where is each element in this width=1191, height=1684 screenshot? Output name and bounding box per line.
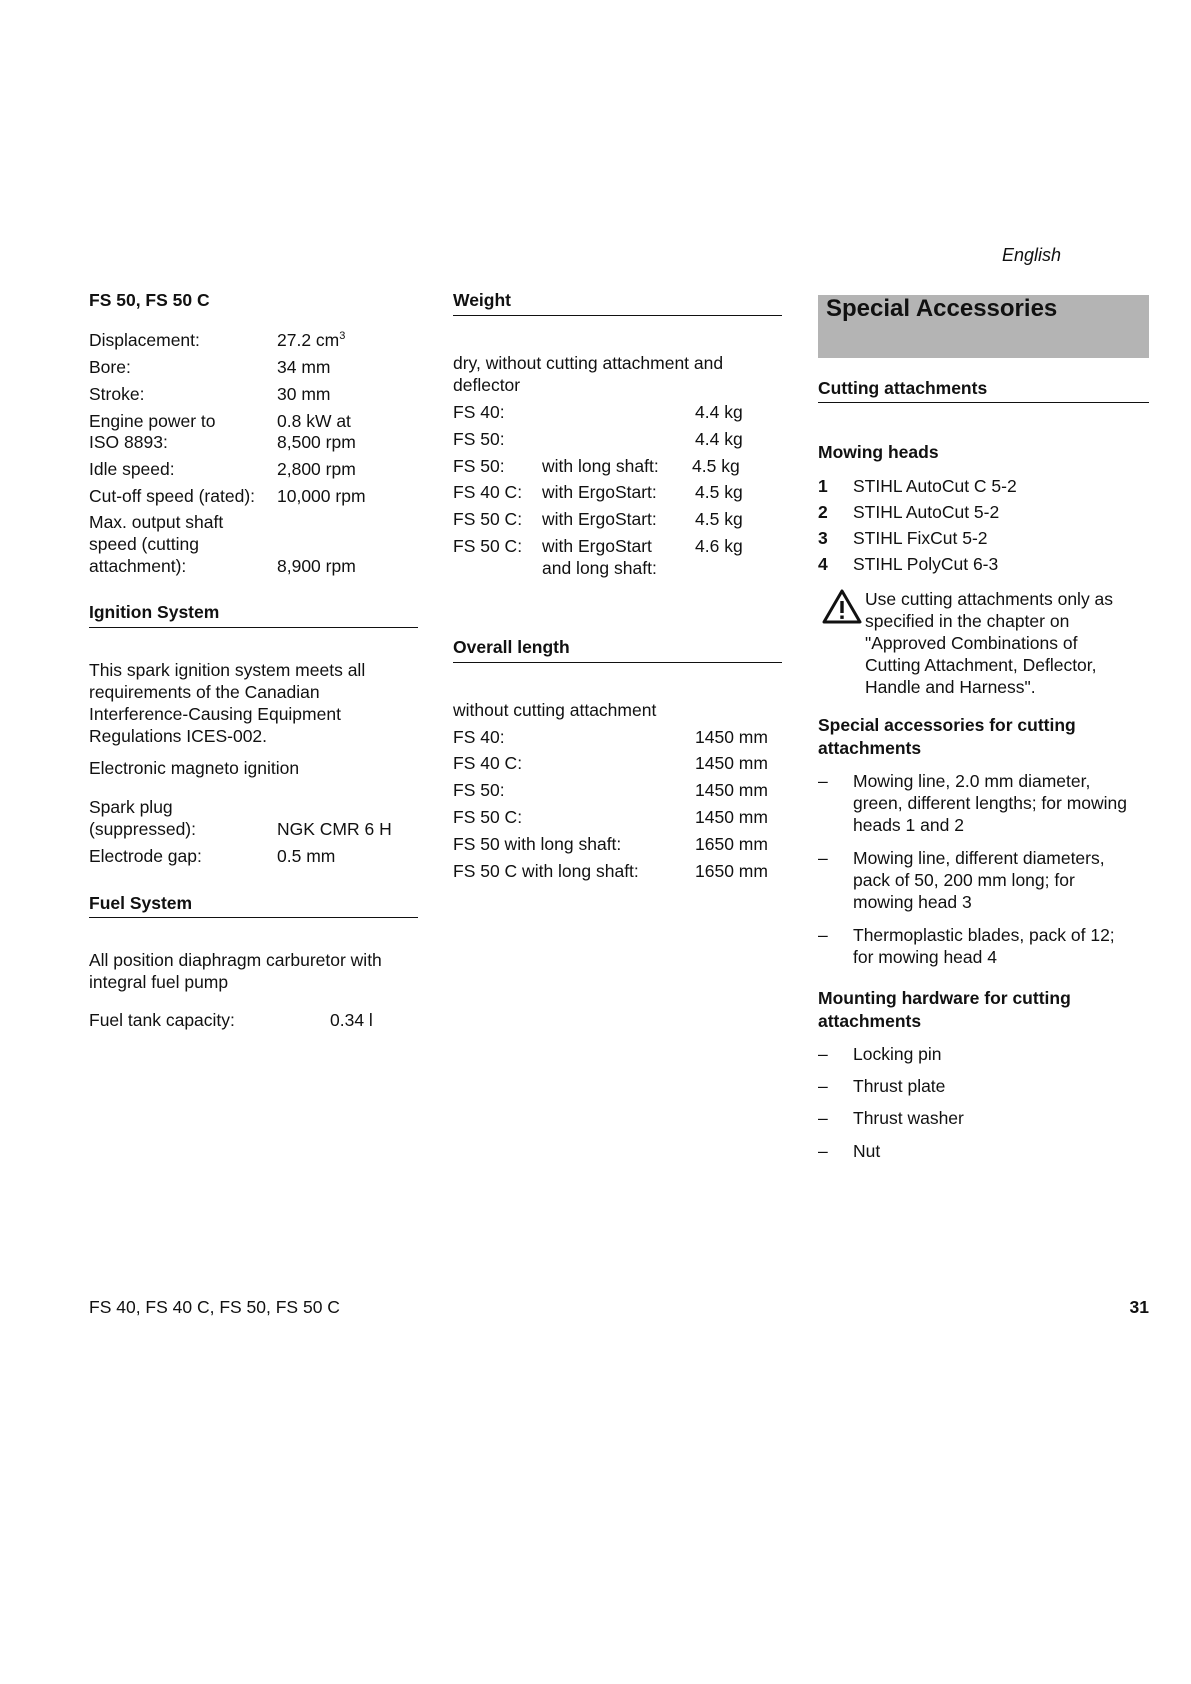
warning-icon bbox=[822, 589, 862, 625]
list-number: 2 bbox=[818, 502, 828, 522]
warning-text: Use cutting attachments only as bbox=[865, 589, 1114, 609]
ignition-paragraph: requirements of the Canadian bbox=[89, 682, 320, 702]
list-dash: – bbox=[818, 1108, 828, 1128]
language-label: English bbox=[1001, 245, 1061, 265]
list-item: Mowing line, different diameters, bbox=[853, 848, 1105, 868]
cutting-attachments-heading: Cutting attachments bbox=[818, 378, 988, 398]
list-item: mowing head 3 bbox=[853, 892, 972, 912]
list-number: 3 bbox=[818, 528, 828, 548]
spec-label: ISO 8893: bbox=[89, 432, 168, 452]
weight-variant: with long shaft: bbox=[542, 456, 659, 476]
list-item: Thrust plate bbox=[853, 1076, 946, 1096]
section-rule bbox=[818, 402, 1149, 403]
weight-model: FS 40 C: bbox=[453, 482, 523, 502]
weight-model: FS 50: bbox=[453, 456, 505, 476]
warning-text: Handle and Harness". bbox=[865, 677, 1036, 697]
section-rule bbox=[89, 627, 418, 628]
ignition-heading: Ignition System bbox=[89, 602, 220, 622]
spec-label: Engine power to bbox=[89, 411, 216, 431]
weight-description: deflector bbox=[453, 375, 521, 395]
spec-label: attachment): bbox=[89, 556, 187, 576]
warning-text: "Approved Combinations of bbox=[865, 633, 1078, 653]
list-dash: – bbox=[818, 771, 828, 791]
electrode-gap-value: 0.5 mm bbox=[277, 846, 336, 866]
length-description: without cutting attachment bbox=[453, 700, 657, 720]
list-item: Mowing line, 2.0 mm diameter, bbox=[853, 771, 1091, 791]
length-model: FS 50: bbox=[453, 780, 505, 800]
banner-title: Special Accessories bbox=[826, 295, 1058, 322]
overall-length-heading: Overall length bbox=[453, 637, 570, 657]
list-item: pack of 50, 200 mm long; for bbox=[853, 870, 1075, 890]
mounting-hardware-heading: Mounting hardware for cutting bbox=[818, 988, 1071, 1008]
list-dash: – bbox=[818, 1076, 828, 1096]
weight-heading: Weight bbox=[453, 290, 512, 310]
spec-value: 8,900 rpm bbox=[277, 556, 356, 576]
page-number: 31 bbox=[1129, 1297, 1149, 1317]
list-number: 4 bbox=[818, 554, 828, 574]
electrode-gap-label: Electrode gap: bbox=[89, 846, 202, 866]
length-value: 1650 mm bbox=[695, 861, 768, 881]
list-item: STIHL FixCut 5-2 bbox=[853, 528, 988, 548]
length-model: FS 50 C: bbox=[453, 807, 523, 827]
special-accessories-heading: Special accessories for cutting bbox=[818, 715, 1076, 735]
ignition-type: Electronic magneto ignition bbox=[89, 758, 300, 778]
weight-value: 4.4 kg bbox=[695, 402, 743, 422]
spec-label: Cut-off speed (rated): bbox=[89, 486, 256, 506]
list-item: STIHL AutoCut 5-2 bbox=[853, 502, 1000, 522]
spark-plug-label: Spark plug bbox=[89, 797, 173, 817]
spec-value: 10,000 rpm bbox=[277, 486, 366, 506]
list-number: 1 bbox=[818, 476, 828, 496]
list-item: for mowing head 4 bbox=[853, 947, 997, 967]
length-model: FS 50 C with long shaft: bbox=[453, 861, 639, 881]
section-rule bbox=[453, 662, 782, 663]
length-model: FS 40 C: bbox=[453, 753, 523, 773]
weight-variant: with ErgoStart bbox=[542, 536, 652, 556]
footer-models: FS 40, FS 40 C, FS 50, FS 50 C bbox=[89, 1297, 340, 1317]
warning-text: Cutting Attachment, Deflector, bbox=[865, 655, 1097, 675]
length-value: 1650 mm bbox=[695, 834, 768, 854]
spec-label: Displacement: bbox=[89, 330, 200, 350]
spec-value: 30 mm bbox=[277, 384, 331, 404]
weight-value: 4.5 kg bbox=[692, 456, 740, 476]
spec-value: 27.2 $cm^3$ bbox=[277, 330, 346, 350]
weight-value: 4.6 kg bbox=[695, 536, 743, 556]
spec-value: 0.8 kW at bbox=[277, 411, 351, 431]
special-accessories-heading: attachments bbox=[818, 738, 922, 758]
fuel-tank-value: 0.34 l bbox=[330, 1010, 373, 1030]
weight-model: FS 40: bbox=[453, 402, 505, 422]
weight-value: 4.4 kg bbox=[695, 429, 743, 449]
weight-description: dry, without cutting attachment and bbox=[453, 353, 724, 373]
weight-value: 4.5 kg bbox=[695, 482, 743, 502]
spec-label: Max. output shaft bbox=[89, 512, 224, 532]
section-rule bbox=[453, 315, 782, 316]
list-dash: – bbox=[818, 848, 828, 868]
ignition-paragraph: Interference-Causing Equipment bbox=[89, 704, 341, 724]
fuel-paragraph: All position diaphragm carburetor with bbox=[89, 950, 382, 970]
spec-value: 34 mm bbox=[277, 357, 331, 377]
spark-plug-label: (suppressed): bbox=[89, 819, 196, 839]
list-dash: – bbox=[818, 1044, 828, 1064]
spec-label: Bore: bbox=[89, 357, 131, 377]
list-dash: – bbox=[818, 925, 828, 945]
fuel-tank-label: Fuel tank capacity: bbox=[89, 1010, 235, 1030]
special-accessories-banner bbox=[818, 295, 1149, 358]
weight-model: FS 50: bbox=[453, 429, 505, 449]
mounting-hardware-heading: attachments bbox=[818, 1011, 922, 1031]
model-heading: FS 50, FS 50 C bbox=[89, 290, 210, 310]
mowing-heads-heading: Mowing heads bbox=[818, 442, 939, 462]
section-rule bbox=[89, 917, 418, 918]
list-item: Locking pin bbox=[853, 1044, 942, 1064]
spec-label: Stroke: bbox=[89, 384, 145, 404]
list-item: green, different lengths; for mowing bbox=[853, 793, 1128, 813]
weight-model: FS 50 C: bbox=[453, 536, 523, 556]
ignition-paragraph: Regulations ICES-002. bbox=[89, 726, 268, 746]
fuel-paragraph: integral fuel pump bbox=[89, 972, 229, 992]
weight-value: 4.5 kg bbox=[695, 509, 743, 529]
list-item: Thrust washer bbox=[853, 1108, 964, 1128]
list-item: STIHL AutoCut C 5-2 bbox=[853, 476, 1017, 496]
length-model: FS 40: bbox=[453, 727, 505, 747]
list-item: Thermoplastic blades, pack of 12; bbox=[853, 925, 1115, 945]
list-item: heads 1 and 2 bbox=[853, 815, 964, 835]
weight-variant: with ErgoStart: bbox=[542, 482, 657, 502]
list-item: STIHL PolyCut 6-3 bbox=[853, 554, 999, 574]
list-item: Nut bbox=[853, 1141, 881, 1161]
length-value: 1450 mm bbox=[695, 727, 768, 747]
length-model: FS 50 with long shaft: bbox=[453, 834, 622, 854]
ignition-paragraph: This spark ignition system meets all bbox=[89, 660, 366, 680]
weight-variant: with ErgoStart: bbox=[542, 509, 657, 529]
length-value: 1450 mm bbox=[695, 780, 768, 800]
fuel-heading: Fuel System bbox=[89, 893, 193, 913]
spec-value: 8,500 rpm bbox=[277, 432, 356, 452]
spark-plug-value: NGK CMR 6 H bbox=[277, 819, 392, 839]
list-dash: – bbox=[818, 1141, 828, 1161]
spec-label: Idle speed: bbox=[89, 459, 175, 479]
weight-variant: and long shaft: bbox=[542, 558, 657, 578]
spec-label: speed (cutting bbox=[89, 534, 199, 554]
warning-text: specified in the chapter on bbox=[865, 611, 1070, 631]
spec-value: 2,800 rpm bbox=[277, 459, 356, 479]
weight-model: FS 50 C: bbox=[453, 509, 523, 529]
length-value: 1450 mm bbox=[695, 753, 768, 773]
length-value: 1450 mm bbox=[695, 807, 768, 827]
